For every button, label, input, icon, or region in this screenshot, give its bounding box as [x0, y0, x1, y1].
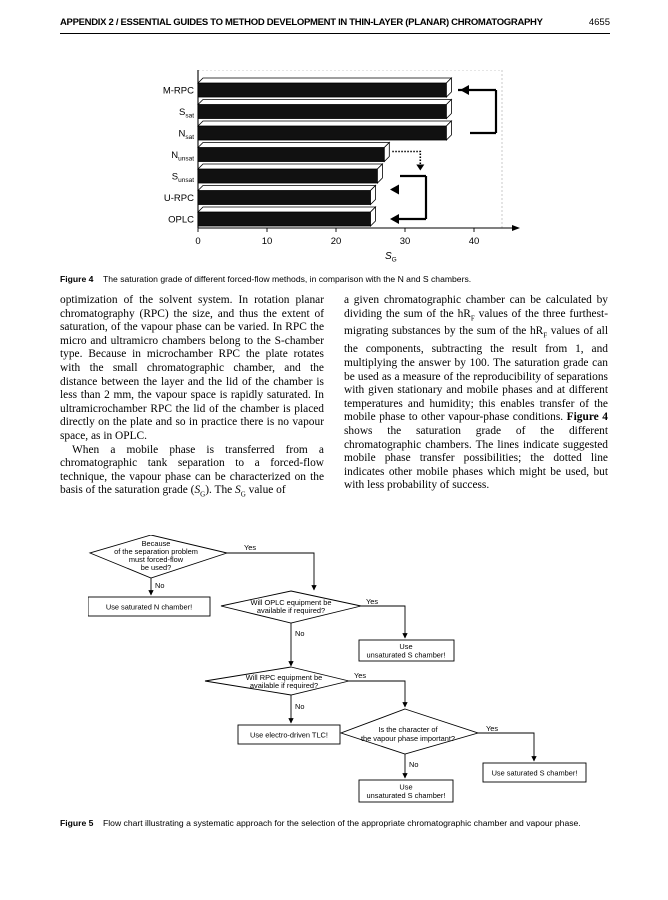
q1-line-1: Because	[141, 539, 171, 548]
transfer-arrowhead	[390, 214, 399, 224]
q1-yes-label: Yes	[244, 543, 257, 552]
bar-OPLC	[198, 207, 376, 226]
flowchart-connectors	[151, 553, 534, 778]
x-tick-label: 40	[468, 236, 480, 247]
bar-U-RPC	[198, 186, 376, 205]
sg-symbol-1: S	[194, 484, 201, 497]
right-p1-d: shows the saturation grade of the different chromatographic chambers. The lines indicate suggested mobile phase transfer possibilities; the dotted line indicates other mobile phases which might be used, but with less probability of success.	[344, 424, 608, 492]
svg-text:SG	[385, 251, 397, 264]
page-number: 4655	[588, 17, 610, 28]
result-electro-driven-tlc	[238, 725, 340, 744]
figure-5-caption-text: Flow chart illustrating a systematic approach for the selection of the appropriate chromatographic chamber and vapour phase.	[103, 818, 581, 828]
left-p2-b: ). The	[205, 484, 236, 497]
box-unsat-s1-line-1: Use	[399, 642, 413, 651]
q4-line-2: the vapour phase important?	[360, 734, 456, 743]
header-title: APPENDIX 2 / ESSENTIAL GUIDES TO METHOD DEVELOPMENT IN THIN-LAYER (PLANAR) CHROMATOGRAPHY	[60, 17, 543, 28]
figure-5-caption	[60, 817, 615, 829]
sg-symbol-2: S	[235, 484, 241, 497]
q1-line-2: of the separation problem	[114, 547, 198, 556]
category-label-sub: unsat	[178, 155, 194, 163]
figure-4-reference: Figure 4	[566, 411, 608, 424]
q2-line-1: Will OPLC equipment be	[250, 598, 332, 607]
x-tick-label: 30	[399, 236, 411, 247]
figure-5-caption-label: Figure 5	[60, 818, 94, 828]
category-label-main: S	[171, 171, 179, 183]
body-column-right	[344, 294, 608, 493]
category-label-main: N	[171, 150, 179, 161]
result-unsaturated-s-chamber-2	[359, 780, 453, 802]
transfer-dotted-line	[392, 152, 420, 166]
category-label	[178, 129, 194, 142]
bar-Nunsat	[198, 143, 389, 162]
bar-face	[198, 83, 446, 97]
q1-no-label: No	[155, 581, 165, 590]
q2-yes-label: Yes	[366, 597, 379, 606]
q1-line-3: must forced-flow	[128, 555, 184, 564]
y-axis-labels	[163, 86, 194, 226]
q4-line-1: Is the character of	[378, 725, 438, 734]
category-label	[163, 86, 194, 97]
hrf-sub-2: F	[543, 331, 548, 340]
x-tick-label: 0	[195, 236, 201, 247]
bar-top	[198, 207, 376, 212]
box-unsat-s2-line-2: unsaturated S chamber!	[366, 791, 446, 800]
category-label	[171, 150, 194, 163]
figure-4-chart	[140, 70, 530, 265]
right-p1-b: values of the three furthest-migrating substances by the sum of the hR	[344, 307, 608, 338]
bar-Sunsat	[198, 164, 382, 183]
decision-rpc-equipment	[205, 667, 349, 695]
bar-top	[198, 78, 451, 83]
q1-line-4: be used?	[140, 563, 172, 572]
box-unsat-s1-line-2: unsaturated S chamber!	[366, 650, 446, 660]
left-paragraph-2	[60, 444, 324, 503]
box-n-chamber-text: Use saturated N chamber!	[105, 602, 193, 612]
box-unsat-s2-line-1: Use	[399, 782, 413, 792]
x-axis-label-main: S	[385, 251, 392, 262]
bar-top	[198, 143, 389, 148]
bar-top	[198, 164, 382, 169]
q4-yes-label: Yes	[486, 724, 499, 733]
x-axis-ticks	[195, 228, 479, 247]
bar-top	[198, 186, 376, 191]
category-label-sub: sat	[185, 112, 194, 120]
bar-face	[198, 169, 377, 183]
category-label	[164, 193, 194, 204]
bar-face	[198, 212, 371, 226]
category-label	[168, 215, 194, 226]
decision-forced-flow	[90, 535, 227, 578]
category-label-main: N	[178, 128, 186, 140]
transfer-arrowhead	[460, 85, 469, 95]
bar-face	[198, 191, 371, 205]
category-label-sub: sat	[185, 134, 194, 141]
bar-face	[198, 148, 384, 162]
q3-line-2: available if required?	[249, 681, 319, 690]
figure-4-caption-text: The saturation grade of different forced-flow methods, in comparison with the N and S chambers.	[103, 274, 472, 284]
x-axis-label-sub: G	[391, 256, 397, 264]
body-column-left	[60, 294, 324, 502]
category-label-main: U-RPC	[163, 193, 194, 204]
transfer-arrowhead	[390, 185, 399, 195]
result-unsaturated-s-chamber-1	[359, 640, 454, 661]
x-axis-label	[385, 251, 397, 264]
bar-top	[198, 121, 451, 126]
category-label-main: OPLC	[168, 214, 194, 226]
figure-5-flowchart	[88, 535, 598, 807]
sg-symbol-1-sub: G	[200, 490, 206, 499]
left-paragraph-1: optimization of the solvent system. In rotation planar chromatography (RPC) the size, and thus the extent of saturation, of the vapour phase can be varied. In RPC the micro and ultramicro chambers belong to the S-chamber type. Because in microchamber RPC the plate rotates with the small chromatographic chamber, and the distance between the layer and the lid of the chamber is less than 2 mm, the vapour space is rapidly saturated. In ultramicrochamber RPC the lid of the chamber is placed directly on the plate and so in practice there is no vapour space, as in OPLC.	[60, 294, 324, 442]
header-rule	[60, 33, 610, 34]
q3-no-label: No	[295, 702, 305, 711]
category-label-main: S	[178, 107, 186, 118]
sg-symbol-2-sub: G	[240, 490, 246, 499]
right-p1-a: a given chromatographic chamber can be calculated by dividing the sum of the hR	[344, 294, 608, 320]
bar-M-RPC	[198, 78, 451, 97]
bar-face	[198, 105, 446, 119]
figure-4-caption	[60, 273, 620, 285]
x-tick-label: 10	[261, 236, 273, 247]
result-saturated-s-chamber	[483, 763, 586, 782]
decision-oplc-equipment	[221, 591, 361, 623]
box-sat-s-text: Use saturated S chamber!	[491, 768, 578, 778]
figure-4-caption-label: Figure 4	[60, 274, 94, 284]
hrf-sub-1: F	[470, 313, 475, 322]
result-saturated-n-chamber	[88, 597, 210, 616]
transfer-dotted-arrowhead	[416, 165, 424, 171]
category-label	[172, 172, 194, 185]
decision-vapour-phase	[341, 709, 478, 754]
q3-line-1: Will RPC equipment be	[245, 673, 323, 682]
category-label	[179, 107, 194, 120]
q4-no-label: No	[409, 760, 419, 769]
left-p2-c: value of	[245, 484, 286, 497]
category-label-main: M-RPC	[162, 85, 194, 97]
x-tick-label: 20	[330, 236, 342, 247]
right-paragraph-1	[344, 294, 608, 493]
bar-Ssat	[198, 100, 451, 119]
bar-Nsat	[198, 121, 451, 140]
right-p1-c: values of all the components, subtracting the result from 1, and multiplying the answer by 100. The saturation grade can be used as a measure of the reproducibility of separations with given stationary and mobile phases and at different temperatures and humidity; this enables transfer of the mobile phase to other vapour-phase conditions.	[344, 325, 608, 424]
q3-yes-label: Yes	[354, 671, 367, 680]
left-p2-a: When a mobile phase is transferred from a chromatographic tank separation to a forced-flow technique, the vapour phase can be characterized on the basis of the saturation grade (	[60, 443, 324, 497]
box-tlc-text: Use electro-driven TLC!	[250, 730, 328, 740]
bar-top	[198, 100, 451, 105]
q2-line-2: available if required?	[256, 606, 326, 615]
q2-no-label: No	[295, 629, 305, 638]
category-label-sub: unsat	[178, 177, 194, 184]
bar-face	[198, 126, 446, 140]
running-header	[60, 14, 610, 32]
